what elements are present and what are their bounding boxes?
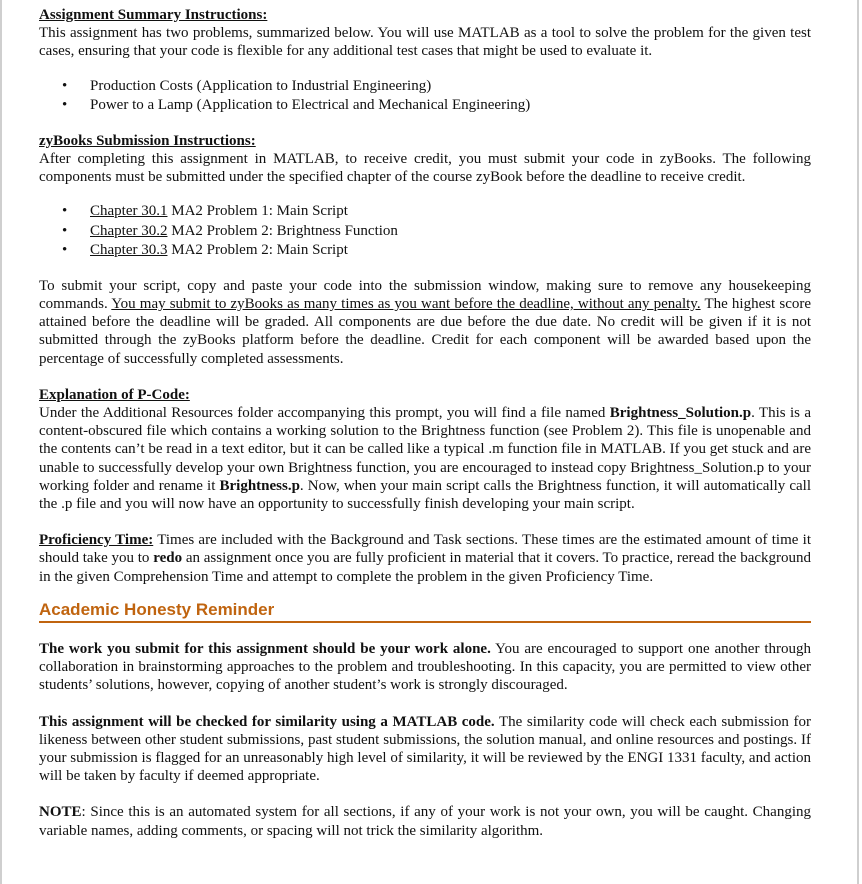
honesty-p1-text: You are encouraged to support one another through collaboration in brainstorming approaches to the problem and troubleshooting. In this capacity, you are permitted to view other students’ solutions, however, copying of another student’s work is strongly discouraged. — [39, 640, 811, 694]
pcode-text-2: . This is a content-obscured file which contains a working solution to the Brightness function (see Problem 2). This file is unopenable and the contents can’t be read in a text editor, but it can be called like a typical .m function file in MATLAB. If you get stuck and are unable to successfully develop your own Brightness function, you are encouraged to instead copy Brightness_Solution.p to your working folder and rename it — [39, 404, 812, 494]
pcode-filename-solution: Brightness_Solution.p — [609, 404, 752, 421]
list-item — [39, 241, 811, 261]
honesty-paragraph-2 — [39, 713, 811, 786]
honesty-paragraph-1 — [39, 640, 811, 695]
proficiency-text-2: an assignment once you are fully proficient in material that it covers. To practice, reread the background in the given Comprehension Time and attempt to complete the problem in the given Proficiency Time. — [39, 550, 812, 585]
list-item-text: MA2 Problem 1: Main Script — [167, 203, 348, 220]
list-item-text: MA2 Problem 2: Brightness Function — [167, 222, 398, 239]
chapter-30-1-link[interactable]: Chapter 30.1 — [90, 203, 168, 220]
page-border-right — [857, 0, 859, 884]
proficiency-redo: redo — [153, 550, 183, 567]
list-item: • Production Costs (Application to Industrial Engineering) — [39, 77, 811, 97]
note-label: NOTE — [39, 804, 82, 821]
pcode-heading: Explanation of P-Code: — [39, 386, 190, 403]
pcode-text-1: Under the Additional Resources folder accompanying this prompt, you will find a file named — [39, 404, 610, 421]
assignment-summary-heading: Assignment Summary Instructions: — [39, 7, 268, 23]
note-text: : Since this is an automated system for all sections, if any of your work is not your own, you will be caught. Changing variable names, adding comments, or spacing will not trick the similarity algorithm. — [39, 804, 811, 839]
honesty-p2-bold: This assignment will be checked for similarity using a MATLAB code. — [39, 713, 495, 730]
submit-text-1: To submit your script, copy and paste your code into the submission window, making sure to remove any housekeeping commands. — [39, 277, 811, 312]
submit-paragraph — [39, 277, 811, 368]
submit-text-2: The highest score attained before the deadline will be graded. All components are due before the due date. No credit will be given if it is not submitted through the zyBooks platform before the deadline. Credit for each component will be awarded based upon the percentage of successfully completed assessments. — [39, 295, 812, 367]
list-item-text: MA2 Problem 2: Main Script — [167, 242, 348, 259]
zybooks-heading: zyBooks Submission Instructions: — [39, 132, 256, 149]
academic-honesty-title: Academic Honesty Reminder — [39, 601, 811, 623]
proficiency-paragraph — [39, 531, 811, 586]
document-page — [39, 6, 811, 840]
list-item: • Power to a Lamp (Application to Electrical and Mechanical Engineering) — [39, 96, 811, 116]
chapter-30-3-link[interactable]: Chapter 30.3 — [90, 242, 168, 259]
pcode-body — [39, 404, 811, 513]
zybooks-body: After completing this assignment in MATLAB, to receive credit, you must submit your code in zyBooks. The following components must be submitted under the specified chapter of the course zyBook before the deadline to receive credit. — [39, 150, 811, 186]
chapter-list — [39, 202, 811, 261]
list-item — [39, 222, 811, 242]
pcode-text-3: . Now, when your main script calls the Brightness function, it will automatically call the .p file and you will now have an opportunity to successfully finish developing your main script. — [39, 477, 811, 512]
proficiency-text-1: Times are included with the Background and Task sections. These times are the estimated amount of time it should take you to — [39, 532, 811, 567]
chapter-30-2-link[interactable]: Chapter 30.2 — [90, 222, 168, 239]
proficiency-heading: Proficiency Time: — [39, 532, 154, 549]
submit-text-emphasis: You may submit to zyBooks as many times as you want before the deadline, without any penalty. — [111, 295, 701, 312]
pcode-filename-brightness: Brightness.p — [219, 477, 300, 494]
problem-list — [39, 77, 811, 116]
page-border-left — [0, 0, 2, 884]
honesty-p1-bold: The work you submit for this assignment should be your work alone. — [39, 640, 491, 657]
note-paragraph — [39, 803, 811, 839]
assignment-summary-body: This assignment has two problems, summarized below. You will use MATLAB as a tool to solve the problem for the given test cases, ensuring that your code is flexible for any additional test cases that might be used to evaluate it. — [39, 25, 811, 60]
list-item — [39, 202, 811, 222]
honesty-p2-text: The similarity code will check each submission for likeness between other student submissions, past student submissions, the solution manual, and online resources and postings. If your submission is flagged for an unreasonably high level of similarity, it will be reviewed by the ENGI 1331 faculty, and action will be taken by faculty if deemed appropriate. — [39, 713, 811, 785]
